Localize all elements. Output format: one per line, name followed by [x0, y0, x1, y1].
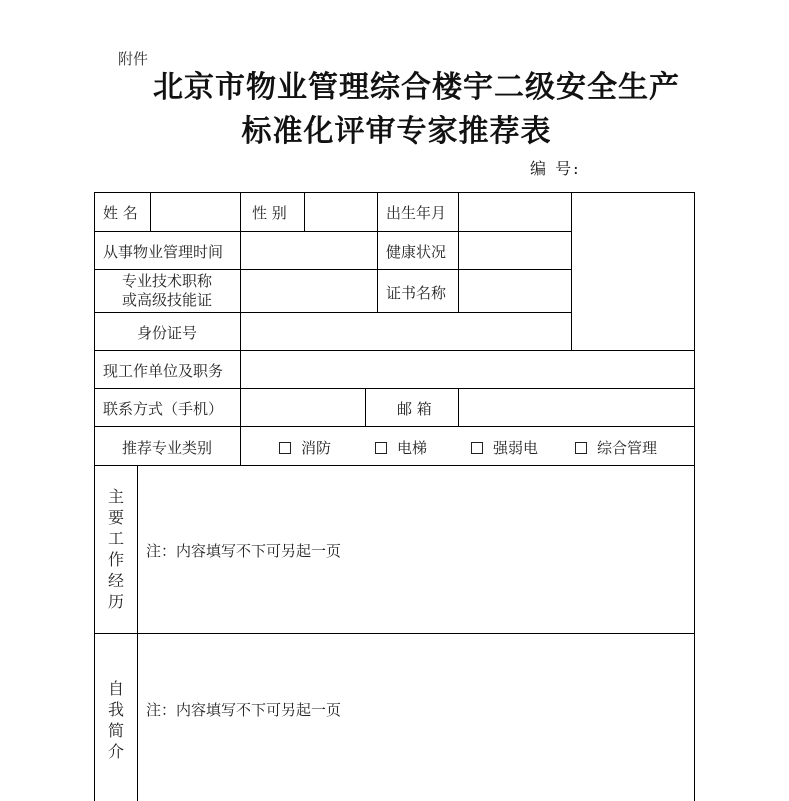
title-cert-label: [94, 272, 240, 310]
health-label: 健康状况: [386, 243, 447, 261]
gender-field[interactable]: [305, 193, 377, 231]
id-number-field[interactable]: [241, 313, 571, 350]
checkbox-icon[interactable]: [575, 442, 587, 454]
property-years-label: 从事物业管理时间: [103, 243, 224, 261]
category-option-label: 综合管理: [597, 439, 658, 457]
serial-number-label: 编 号:: [530, 159, 581, 178]
self-intro-note: 注：内容填写不下可另起一页: [146, 701, 342, 719]
id-number-label: 身份证号: [136, 324, 197, 342]
birth-date-label: 出生年月: [386, 204, 447, 222]
photo-area[interactable]: [572, 193, 694, 350]
category-label: 推荐专业类别: [121, 439, 212, 457]
title-cert-line2: 或高级技能证: [121, 291, 212, 309]
health-field[interactable]: [459, 232, 571, 269]
checkbox-icon[interactable]: [279, 442, 291, 454]
email-field[interactable]: [459, 389, 694, 426]
name-field[interactable]: [151, 193, 240, 231]
cert-name-label: 证书名称: [386, 284, 447, 302]
title-cert-line1: 专业技术职称: [121, 272, 212, 290]
checkbox-icon[interactable]: [471, 442, 483, 454]
annex-label: 附件: [118, 50, 149, 68]
contact-phone-field[interactable]: [241, 389, 365, 426]
contact-phone-label: 联系方式（手机）: [103, 400, 224, 418]
gender-label: 性 别: [252, 204, 287, 222]
email-label: 邮 箱: [397, 400, 432, 418]
form-title-line2: 标准化评审专家推荐表: [241, 114, 552, 149]
checkbox-icon[interactable]: [375, 442, 387, 454]
form-title-line1: 北京市物业管理综合楼宇二级安全生产: [153, 70, 680, 105]
work-experience-note: 注：内容填写不下可另起一页: [146, 542, 342, 560]
property-years-field[interactable]: [241, 232, 377, 269]
category-option-fire[interactable]: [279, 437, 331, 458]
work-unit-label: 现工作单位及职务: [103, 362, 224, 380]
work-unit-field[interactable]: [241, 351, 694, 388]
category-option-label: 电梯: [397, 439, 428, 457]
category-option-general-management[interactable]: [575, 437, 657, 458]
birth-date-field[interactable]: [459, 193, 571, 231]
name-label: 姓 名: [103, 204, 138, 222]
category-option-electrical[interactable]: [471, 437, 538, 458]
work-experience-label: 主要工作经历: [107, 487, 124, 611]
category-option-label: 消防: [301, 439, 332, 457]
title-cert-field[interactable]: [241, 270, 377, 312]
category-option-elevator[interactable]: [375, 437, 427, 458]
cert-name-field[interactable]: [459, 270, 571, 312]
self-intro-label: 自我简介: [107, 679, 124, 761]
category-option-label: 强弱电: [493, 439, 539, 457]
